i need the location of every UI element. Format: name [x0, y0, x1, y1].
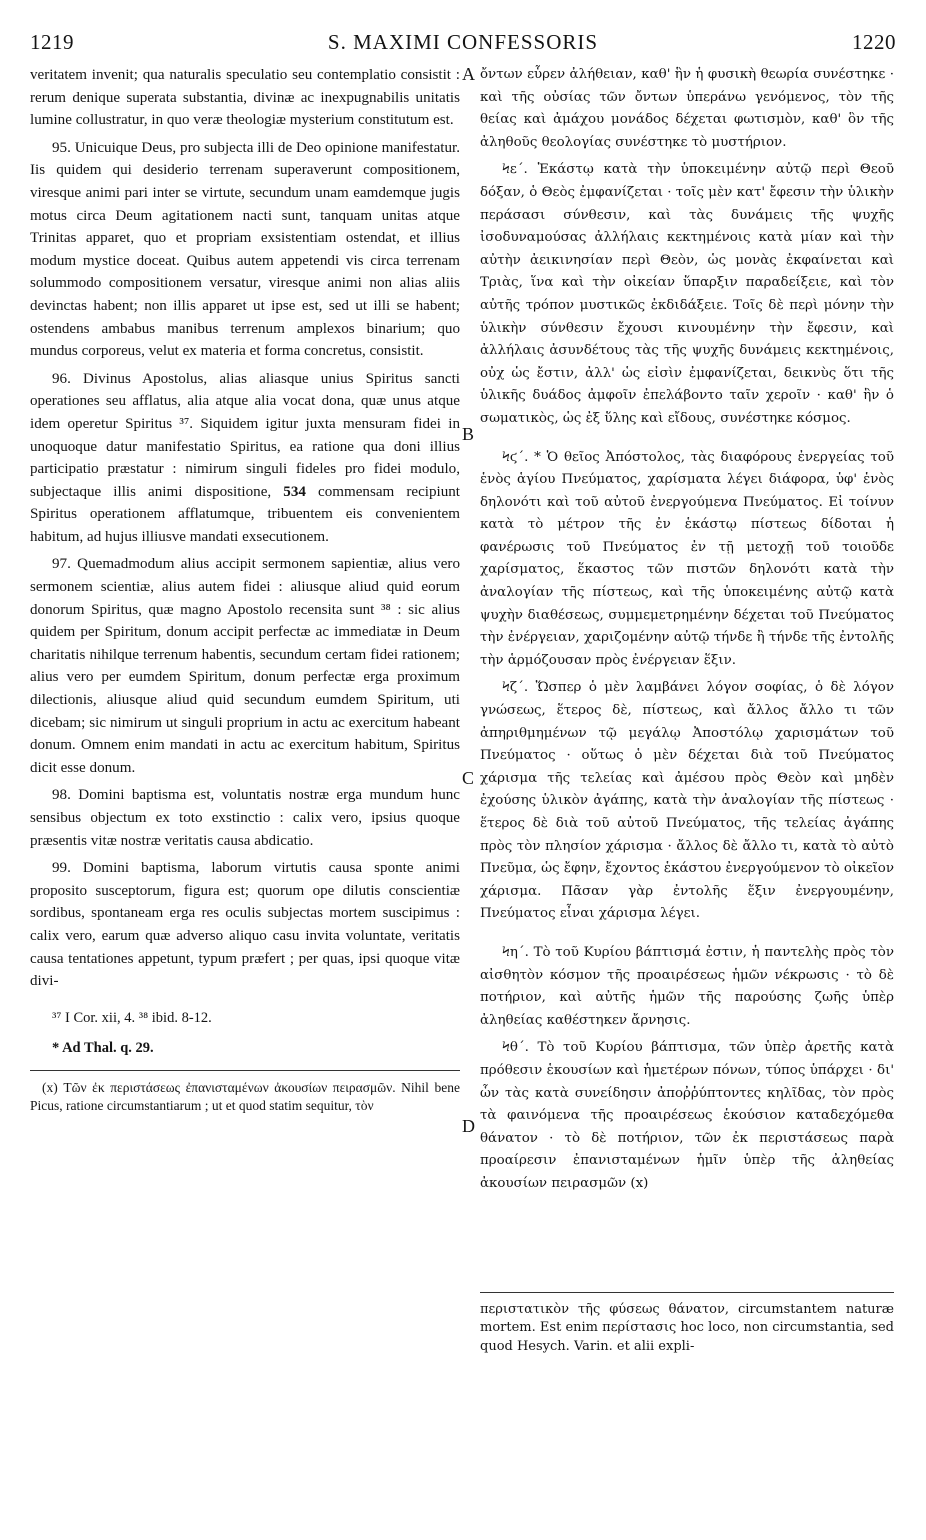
latin-paragraph: 97. Quemadmodum alius accipit sermonem sapientiæ, alius vero sermonem scientiæ, alius autem fidei : aliusque aliud quid eorum donorum Spiritus, quæ magno Apostolo recensita sunt ³⁸ : sic alius quidem per Spiritum, donum accipit perfectæ ac immediatæ in Deum charitatis nihilque terrenum habentis, secundum certam fidei rationem; alius vero per eumdem Spiritum, donum perfectæ erga proximum dilectionis, aliusque aliud quid secundum eumdem Spiritum, uti dicebam; sic nimirum ut singuli proprium in actu ac exercitum habeant donum. Omnem enim mandati in actu ac exercitum habitum, Spiritus dicit esse donum.	[30, 556, 460, 776]
latin-paragraph: veritatem invenit; qua naturalis speculatio seu contemplatio consistit : rerum denique superata substantia, divinæ ac inexpugnabilis unitatis lumine collustratur, in quo veræ theologiæ mysterium constitutum est.	[30, 67, 460, 129]
column-number: 534	[283, 483, 306, 500]
latin-paragraph	[30, 368, 460, 549]
greek-paragraph: Ϟζ΄. Ὥσπερ ὁ μὲν λαμβάνει λόγον σοφίας, ὁ δὲ λόγον γνώσεως, ἕτερος δὲ, πίστεως, καὶ ἄλλος ἄλλο τι τῶν ἀπηριθμημένων τῷ μεγάλῳ Ἀποστόλῳ χαρισμάτων τοῦ Πνεύματος · οὕτως ὁ μὲν δέχεται διὰ τοῦ Πνεύματος χάρισμα τῆς τελείας καὶ ἀμέσου πρὸς Θεὸν καὶ μηδὲν ἐχούσης ὑλικὸν ἀγάπης, κατὰ τὴν ἀναλογίαν τῆς πίστεως · ἕτερος δὲ διὰ τοῦ αὐτοῦ Πνεύματος, τῆς τελείας ἀγάπης πρὸς τὸν πλησίον χάρισμα · ἄλλος δὲ ἄλλο τι, κατὰ τὸ αὐτὸ Πνεῦμα, ὡς ἔφην, ἔχοντος ἑκάστου ἐνεργούμενον τὸ οἰκεῖον χάρισμα. Πᾶσαν γὰρ ἐντολῆς ἕξιν ἐνεργουμένην, Πνεύματος εἶναι χάρισμα λέγει.	[480, 680, 894, 922]
greek-paragraph: Ϟε΄. Ἑκάστῳ κατὰ τὴν ὑποκειμένην αὐτῷ περὶ Θεοῦ δόξαν, ὁ Θεὸς ἐμφανίζεται · τοῖς μὲν κατ' ἔφεσιν τὴν ὑλικὴν περάσασι σύνθεσιν, καὶ τὰς δυνάμεις τῆς ψυχῆς ἰσοδυναμούσας ἀλλήλαις κεκτημένοις κατὰ μίαν καὶ τὴν αὐτὴν ἀεικινησίαν περὶ Θεὸν, ὡς μονὰς ἐκφαίνεται καὶ Τριὰς, ἵνα καὶ τὴν οἰκείαν ὕπαρξιν παραδείξειε, καὶ τὸν αὐτῆς τρόπον μυστικῶς ἐκδιδάξειε. Τοῖς δὲ περὶ μόνην τὴν ὑλικὴν σύνθεσιν ἔχουσι κινουμένην τὴν ἔφεσιν, καὶ ἀλλήλαις ἀσυνδέτους τὰς τῆς ψυχῆς δυνάμεις κεκτημένοις, οὐχ ὡς ἔστιν, ἀλλ' ὡς εἰσὶν ἐμφανίζεται, δεικνὺς ὅτι τῆς ὑλικῆς δυάδος ἀμφοῖν ἐπελάβοντο ταῖν χεροῖν · καθ' ἣν ὁ σωματικὸς, ὡς ἐξ ὕλης καὶ εἴδους, συνέστηκε κόσμος.	[480, 162, 894, 426]
footnote-divider	[480, 1292, 894, 1293]
margin-letter-a: A	[462, 64, 475, 84]
latin-text: 96. Divinus Apostolus, alias aliasque unius Spiritus sancti operationes seu afflatus, alia atque alia vocat dona, quæ unus atque idem operetur Spiritus ³⁷. Siquidem igitur juxta mensuram fidei in unoquoque datur manifestatio Spiritus, ea ratione qua doni illius participatio præstatur : nimirum singuli fideles pro fidei modulo, subjectaque illis animi dispositione,	[30, 370, 460, 500]
footnote-continuation: περιστατικὸν τῆς φύσεως θάνατον, circumstantem naturæ mortem. Est enim περίστασις hoc loco, non circumstantia, sed quod Hesych. Varin. et alii expli-	[480, 1301, 894, 1354]
margin-letter-c: C	[462, 768, 475, 788]
latin-paragraph: 98. Domini baptisma est, voluntatis nostræ erga mundum hunc sensibus objectum ex toto exstinctio : calix vero, ipsius quoque præsentis vitæ nostræ veritatis causa abdicatio.	[30, 787, 460, 849]
latin-column	[30, 64, 460, 1116]
greek-column	[480, 64, 894, 1356]
latin-paragraph: 99. Domini baptisma, laborum virtutis causa sponte animi proposito susceptorum, figura est; quorum ope dilutis conscientiæ sordibus, spontaneam erga res oculis subjectas mortem suscipimus : calix vero, earum quæ adverso aliquo casu invita voluntate, veritatis causa tentationes appetunt, typum præfert ; per quas, ipsi quoque vitæ divi-	[30, 860, 460, 990]
margin-letter-d: D	[462, 1116, 475, 1136]
greek-paragraph: Ϟϛ΄. * Ὁ θεῖος Ἀπόστολος, τὰς διαφόρους ἐνεργείας τοῦ ἑνὸς ἁγίου Πνεύματος, χαρίσματα λέγει διάφορα, ὑφ' ἑνὸς δηλονότι καὶ τοῦ αὐτοῦ ἐνεργούμενα Πνεύματος. Εἰ τοίνυν κατὰ τὸ μέτρον τῆς ἐν ἑκάστῳ πίστεως δίδοται ἡ φανέρωσις τοῦ Πνεύματος ἐν τῇ μετοχῇ τοῦ τοιοῦδε χαρίσματος, ἕκαστος τῶν πιστῶν δηλονότι κατὰ τὴν ἀναλογίαν τῆς πίστεως, καὶ τῆς ὑποκειμένης αὐτῷ κατὰ ψυχὴν διαθέσεως, συμμεμετρημένην δέχεται τοῦ Πνεύματος τὴν ἐνέργειαν, χαριζομένην αὐτῷ τήνδε ἢ τήνδε τῆς ἐντολῆς τὴν ἁρμόζουσαν πρὸς ἐνέργειαν ἕξιν.	[480, 449, 894, 668]
greek-paragraph: Ϟη΄. Τὸ τοῦ Κυρίου βάπτισμά ἐστιν, ἡ παντελὴς πρὸς τὸν αἰσθητὸν κόσμον τῆς προαιρέσεως ἡμῶν νέκρωσις · τὸ δὲ ποτήριον, καὶ αὐτῆς ἡμῶν τῆς παρούσης ζωῆς ὑπὲρ ἀληθείας καθέστηκεν ἄρνησις.	[480, 944, 894, 1028]
latin-text: commensam recipiunt Spiritus operationem afflatumque, tribuentem eis convenientem habitum, ad hujus illiusve mandati exsecutionem.	[30, 483, 460, 545]
footnote: (x) Τῶν ἐκ περιστάσεως ἐπανισταμένων ἀκουσίων πειρασμῶν. Nihil bene Picus, ratione circumstantiarum ; ut et quod statim sequitur, τὸν	[30, 1079, 460, 1114]
latin-paragraph: 95. Unicuique Deus, pro subjecta illi de Deo opinione manifestatur. Iis quidem qui desiderio terrenam superaverunt compositionem, viresque animi pari inter se virtute, secundum unam eamdemque jugis motus circa Deum agitationem nacti sunt, tanquam unitas atque Trinitas apparet, quo et propriam exsistentiam ostendat, et illius modum mystice doceat. Quibus autem appetendi vis circa terrenam solummodo compositionem versatur, viresque animi non alias aliis devinctas habent; non illis apparet ut ipse est, sed ut illi se habent; ostendens ambabus manibus terrenum amplexos binarium; quo mundus corporeus, velut ex materia et forma concretus, consistit.	[30, 139, 460, 360]
page-number-left: 1219	[30, 30, 74, 54]
greek-paragraph: ὄντων εὗρεν ἀλήθειαν, καθ' ἣν ἡ φυσικὴ θεωρία συνέστηκε · καὶ τῆς οὐσίας τῶν ὄντων ὑπεράνω γενόμενος, τὸν τῆς θείας καὶ ἀμάχου μονάδος δέχεται φωτισμὸν, καθ' ὃν τῆς ἀληθοῦς θεολογίας συνέστηκε τὸ μυστήριον.	[480, 67, 894, 150]
footnote-divider	[30, 1070, 460, 1071]
source-reference: * Ad Thal. q. 29.	[52, 1040, 154, 1057]
margin-letter-b: B	[462, 424, 475, 444]
scripture-references: ³⁷ I Cor. xii, 4. ³⁸ ibid. 8-12.	[52, 1009, 212, 1026]
running-title: S. MAXIMI CONFESSORIS	[327, 30, 599, 54]
greek-paragraph: Ϟθ΄. Τὸ τοῦ Κυρίου βάπτισμα, τῶν ὑπὲρ ἀρετῆς κατὰ πρόθεσιν ἑκουσίων καὶ ἡμετέρων πόνων, τύπος ὑπάρχει · δι' ὧν τὰς κατὰ συνείδησιν ἀποῤῥύπτοντες κηλῖδας, τὸν πρὸς τὰ φαινόμενα τῆς προαιρέσεως ἑκούσιον καταδεχόμεθα θάνατον · τὸ δὲ ποτήριον, τῶν ἐκ περιστάσεως παρὰ προαίρεσιν ἐπανισταμένων ἡμῖν ὑπὲρ τῆς ἀληθείας ἀκουσίων πειρασμῶν (x)	[480, 1040, 894, 1191]
page-number-right: 1220	[852, 30, 896, 54]
